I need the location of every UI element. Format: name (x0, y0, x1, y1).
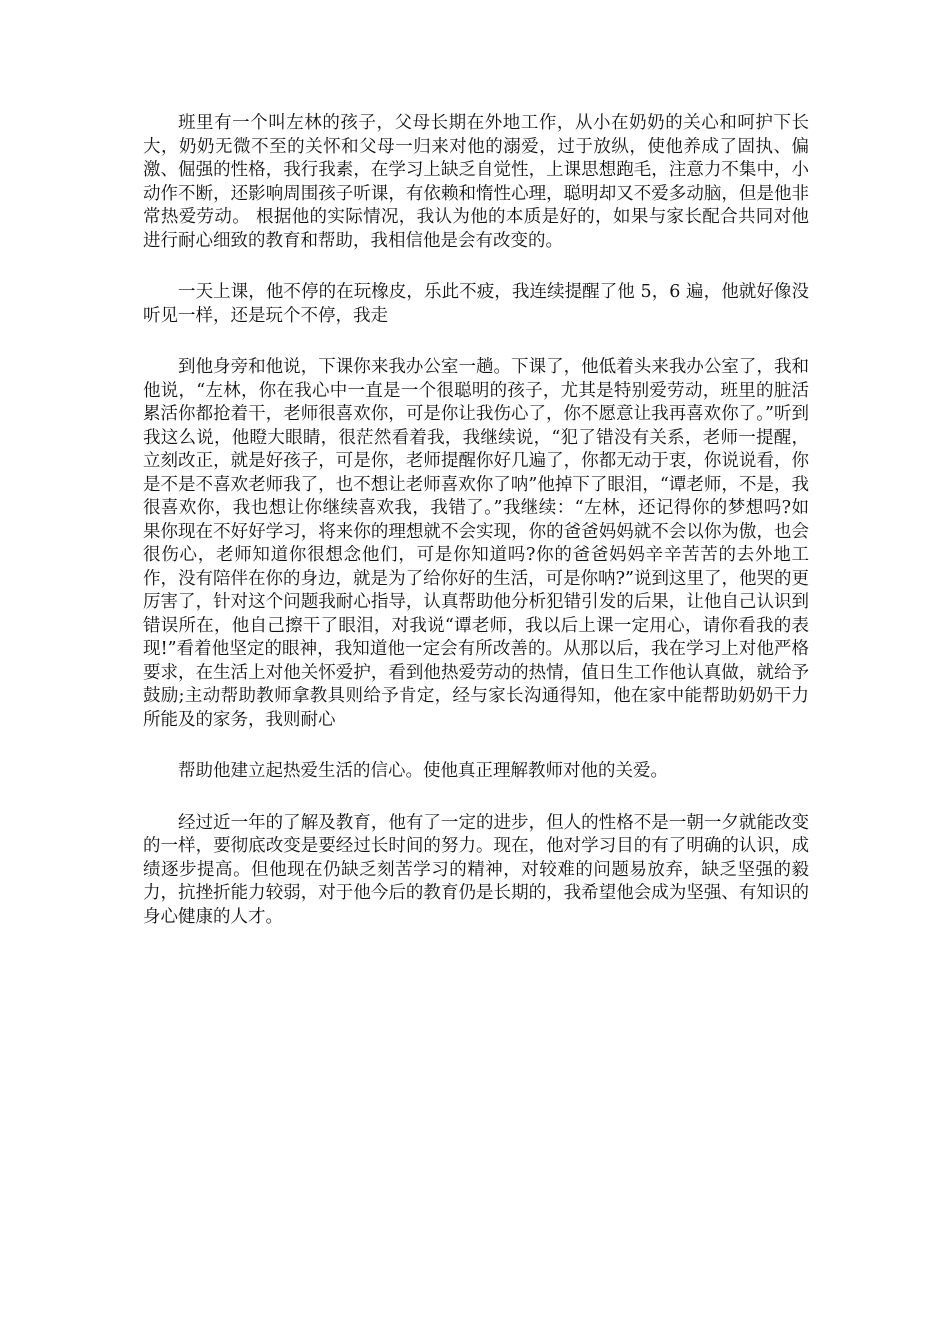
paragraph-class-incident: 一天上课，他不停的在玩橡皮，乐此不疲，我连续提醒了他 5，6 遍，他就好像没听见一样，还是玩个不停，我走 (143, 282, 809, 326)
paragraph-confidence: 帮助他建立起热爱生活的信心。使他真正理解教师对他的关爱。 (178, 761, 668, 781)
document-body (143, 112, 809, 957)
paragraph-intro: 班里有一个叫左林的孩子，父母长期在外地工作，从小在奶奶的关心和呵护下长大，奶奶无微不至的关怀和父母一归来对他的溺爱，过于放纵，使他养成了固执、偏激、倔强的性格，我行我素，在学习上缺乏自觉性，上课思想跑毛，注意力不集中，小动作不断，还影响周围孩子听课，有依赖和惰性心理，聪明却又不爱多动脑，但是他非常热爱劳动。 根据他的实际情况，我认为他的本质是好的，如果与家长配合共同对他进行耐心细致的教育和帮助，我相信他是会有改变的。 (143, 113, 809, 251)
paragraph-office-talk: 到他身旁和他说，下课你来我办公室一趟。下课了，他低着头来我办公室了，我和他说，“左林，你在我心中一直是一个很聪明的孩子，尤其是特别爱劳动，班里的脏活累活你都抢着干，老师很喜欢你，可是你让我伤心了，你不愿意让我再喜欢你了。”听到我这么说，他瞪大眼睛，很茫然看着我，我继续说，“犯了错没有关系，老师一提醒，立刻改正，就是好孩子，可是你，老师提醒你好几遍了，你都无动于衷，你说说看，你是不是不喜欢老师我了，也不想让老师喜欢你了呐”他掉下了眼泪，“谭老师，不是，我很喜欢你，我也想让你继续喜欢我，我错了。”我继续：“左林，还记得你的梦想吗?如果你现在不好好学习，将来你的理想就不会实现，你的爸爸妈妈就不会以你为傲，也会很伤心，老师知道你很想念他们，可是你知道吗?你的爸爸妈妈辛辛苦苦的去外地工作，没有陪伴在你的身边，就是为了给你好的生活，可是你呐?”说到这里了，他哭的更厉害了，针对这个问题我耐心指导，认真帮助他分析犯错引发的后果，让他自己认识到错误所在，他自己擦干了眼泪，对我说“谭老师，我以后上课一定用心，请你看我的表现!”看着他坚定的眼神，我知道他一定会有所改善的。从那以后，我在学习上对他严格要求，在生活上对他关怀爱护，看到他热爱劳动的热情，值日生工作他认真做，就给予鼓励;主动帮助教师拿教具则给予肯定，经与家长沟通得知，他在家中能帮助奶奶干力所能及的家务，我则耐心 (143, 357, 809, 730)
paragraph-conclusion: 经过近一年的了解及教育，他有了一定的进步，但人的性格不是一朝一夕就能改变的一样，要彻底改变是要经过长时间的努力。现在，他对学习目的有了明确的认识，成绩逐步提高。但他现在仍缺乏刻苦学习的精神，对较难的问题易放弃，缺乏坚强的毅力，抗挫折能力较弱，对于他今后的教育仍是长期的，我希望他会成为坚强、有知识的身心健康的人才。 (143, 812, 809, 927)
